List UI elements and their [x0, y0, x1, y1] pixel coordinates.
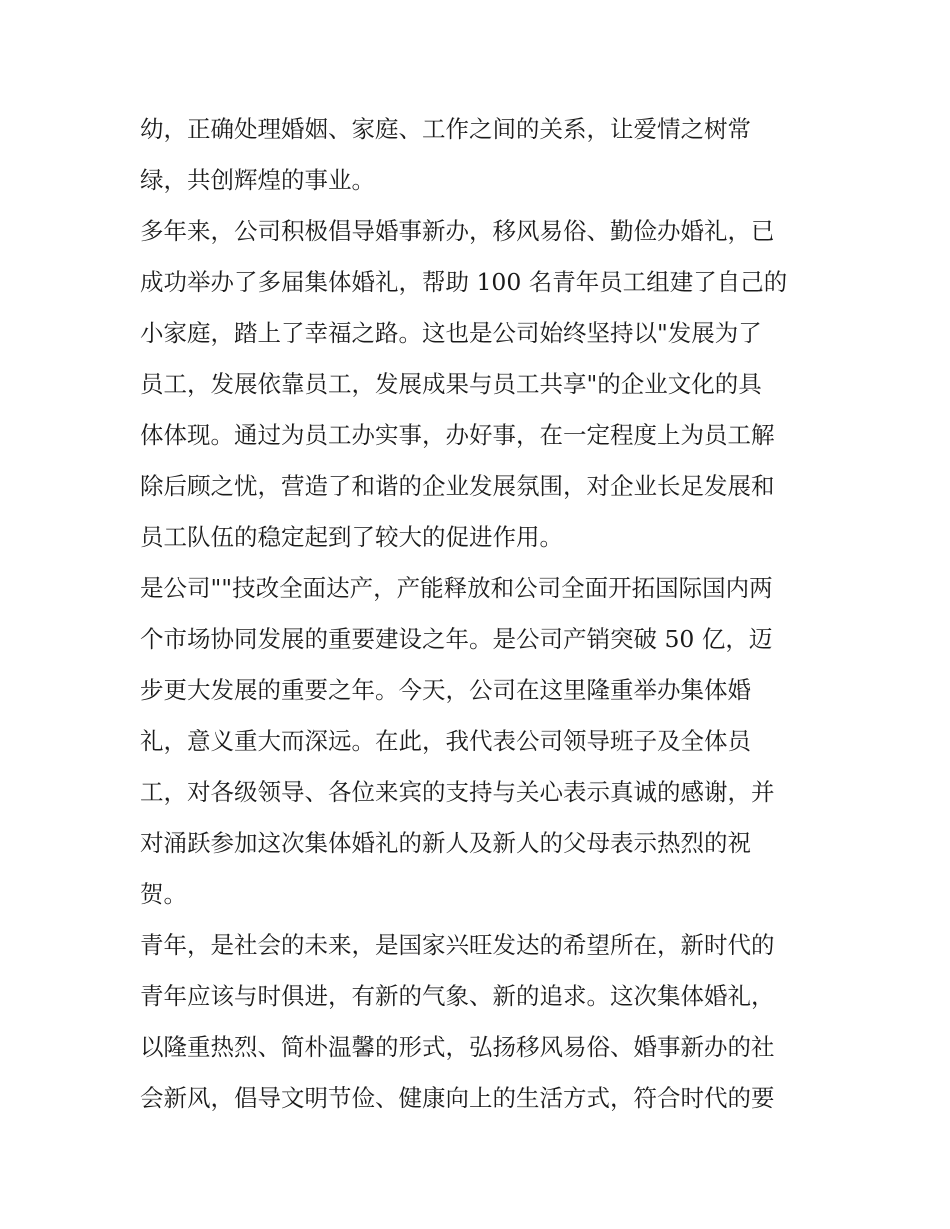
text-line: 员工队伍的稳定起到了较大的促进作用。 [140, 523, 563, 551]
text-line: 幼，正确处理婚姻、家庭、工作之间的关系，让爱情之树常 [140, 115, 751, 143]
text-line: 体体现。通过为员工办实事，办好事，在一定程度上为员工解 [140, 421, 775, 449]
text-line: 除后顾之忧，营造了和谐的企业发展氛围，对企业长足发展和 [140, 472, 775, 500]
text-line: 多年来，公司积极倡导婚事新办，移风易俗、勤俭办婚礼，已 [140, 217, 775, 245]
text-line: 绿，共创辉煌的事业。 [140, 166, 375, 194]
paragraph-4 [140, 920, 816, 1124]
text-line: 个市场协同发展的重要建设之年。是公司产销突破 50 亿，迈 [140, 625, 773, 653]
text-line: 是公司""技改全面达产，产能释放和公司全面开拓国际国内两 [140, 574, 773, 602]
paragraph-1 [140, 104, 816, 206]
text-line: 小家庭，踏上了幸福之路。这也是公司始终坚持以"发展为了 [140, 319, 762, 347]
paragraph-3 [140, 563, 816, 920]
paragraph-2 [140, 206, 816, 563]
text-line: 贺。 [140, 880, 187, 908]
text-line: 成功举办了多届集体婚礼，帮助 100 名青年员工组建了自己的 [140, 268, 788, 296]
text-line: 员工，发展依靠员工，发展成果与员工共享"的企业文化的具 [140, 370, 762, 398]
text-line: 礼，意义重大而深远。在此，我代表公司领导班子及全体员 [140, 727, 751, 755]
text-line: 步更大发展的重要之年。今天，公司在这里隆重举办集体婚 [140, 676, 751, 704]
text-line: 会新风，倡导文明节俭、健康向上的生活方式，符合时代的要 [140, 1084, 775, 1112]
document-body [140, 104, 816, 1124]
text-line: 青年应该与时俱进，有新的气象、新的追求。这次集体婚礼， [140, 982, 775, 1010]
text-line: 青年，是社会的未来，是国家兴旺发达的希望所在，新时代的 [140, 931, 775, 959]
text-line: 工，对各级领导、各位来宾的支持与关心表示真诚的感谢，并 [140, 778, 775, 806]
text-line: 以隆重热烈、简朴温馨的形式，弘扬移风易俗、婚事新办的社 [140, 1033, 775, 1061]
text-line: 对涌跃参加这次集体婚礼的新人及新人的父母表示热烈的祝 [140, 829, 751, 857]
